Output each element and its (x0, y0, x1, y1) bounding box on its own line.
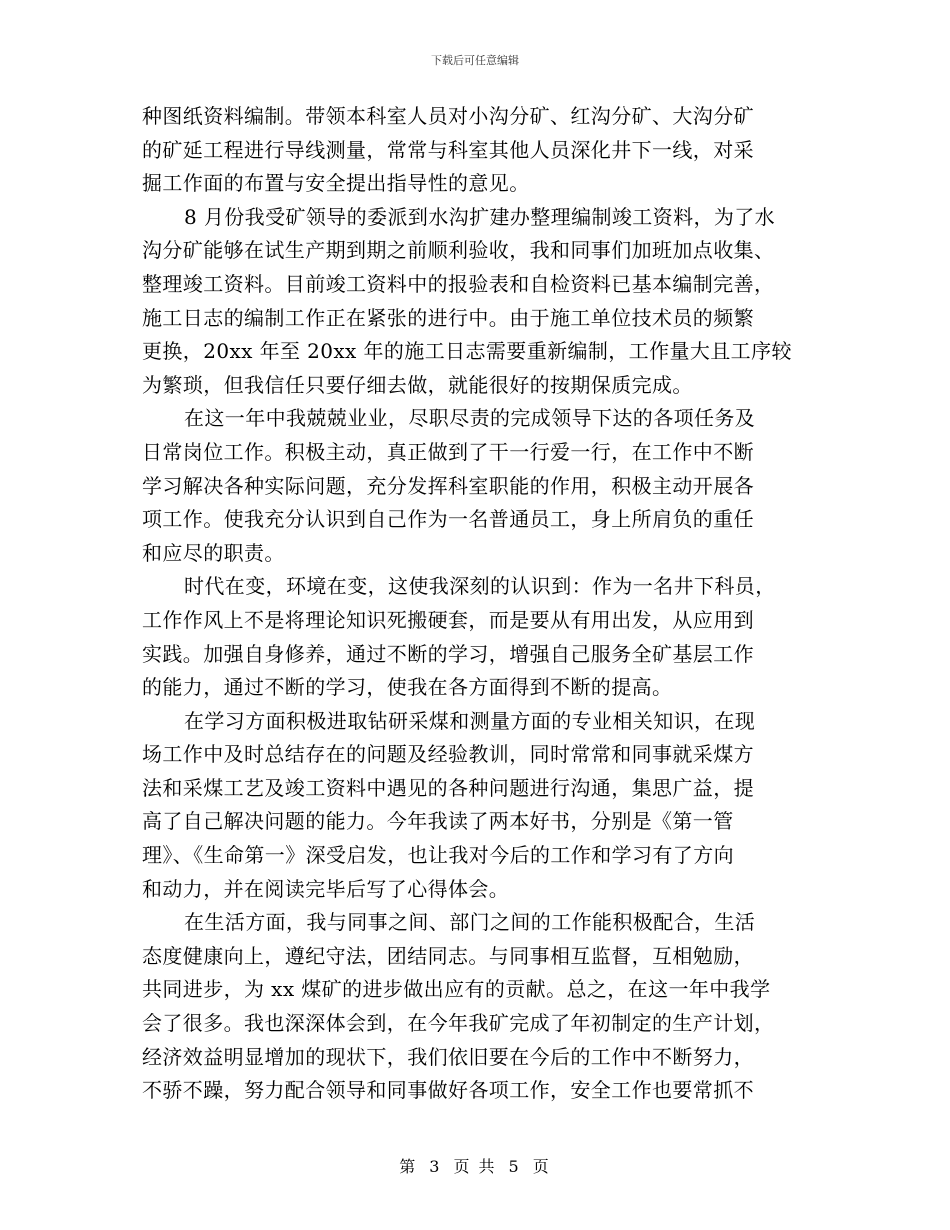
text-line: 经济效益明显增加的现状下，我们依旧要在今后的工作中不断努力， (142, 1044, 754, 1069)
text-line: 共同进步，为 xx 煤矿的进步做出应有的贡献。总之，在这一年中我学 (142, 977, 771, 1002)
text-line: 8 月份我受矿领导的委派到水沟扩建办整理编制竣工资料，为了水 (184, 204, 776, 229)
text-line: 项工作。使我充分认识到自己作为一名普通员工，身上所肩负的重任 (142, 507, 754, 532)
text-line: 理》、《生命第一》深受启发，也让我对今后的工作和学习有了方向 (142, 843, 734, 868)
text-line: 态度健康向上，遵纪守法，团结同志。与同事相互监督，互相勉励， (142, 943, 754, 968)
text-line: 场工作中及时总结存在的问题及经验教训，同时常常和同事就采煤方 (142, 742, 754, 767)
text-line: 更换，20xx 年至 20xx 年的施工日志需要重新编制，工作量大且工序较 (142, 339, 792, 364)
text-line: 的矿延工程进行导线测量，常常与科室其他人员深化井下一线，对采 (142, 137, 754, 162)
text-line: 沟分矿能够在试生产期到期之前顺利验收，我和同事们加班加点收集、 (142, 238, 775, 263)
text-line: 法和采煤工艺及竣工资料中遇见的各种问题进行沟通，集思广益，提 (142, 775, 754, 800)
text-line: 工作作风上不是将理论知识死搬硬套，而是要从有用出发，从应用到 (142, 607, 754, 632)
text-line: 不骄不躁，努力配合领导和同事做好各项工作，安全工作也要常抓不 (142, 1078, 754, 1103)
footer-suffix: 页 (532, 1157, 551, 1176)
page-header: 下载后可任意编辑 (431, 54, 519, 67)
text-line: 的能力，通过不断的学习，使我在各方面得到不断的提高。 (142, 675, 673, 700)
text-line: 和动力，并在阅读完毕后写了心得体会。 (142, 876, 510, 901)
footer-page-number: 3 (429, 1157, 442, 1176)
text-line: 施工日志的编制工作正在紧张的进行中。由于施工单位技术员的频繁 (142, 305, 754, 330)
text-line: 实践。加强自身修养，通过不断的学习，增强自己服务全矿基层工作 (142, 641, 754, 666)
text-line: 和应尽的职责。 (142, 540, 285, 565)
text-line: 种图纸资料编制。带领本科室人员对小沟分矿、红沟分矿、大沟分矿 (142, 104, 754, 128)
footer-prefix: 第 (399, 1157, 418, 1176)
text-line: 为繁琐，但我信任只要仔细去做，就能很好的按期保质完成。 (142, 372, 693, 397)
text-line: 整理竣工资料。目前竣工资料中的报验表和自检资料已基本编制完善， (142, 271, 775, 296)
page-footer (0, 1154, 950, 1177)
text-line: 日常岗位工作。积极主动，真正做到了干一行爱一行，在工作中不断 (142, 439, 754, 464)
text-line: 掘工作面的布置与安全提出指导性的意见。 (142, 171, 530, 196)
document-body (142, 100, 810, 1108)
text-line: 会了很多。我也深深体会到，在今年我矿完成了年初制定的生产计划， (142, 1011, 775, 1036)
footer-total-pages: 5 (508, 1157, 521, 1176)
text-line: 学习解决各种实际问题，充分发挥科室职能的作用，积极主动开展各 (142, 473, 754, 498)
text-line: 高了自己解决问题的能力。今年我读了两本好书，分别是《第一管 (142, 809, 734, 834)
footer-middle: 页 共 (453, 1157, 497, 1176)
text-line: 在生活方面，我与同事之间、部门之间的工作能积极配合，生活 (184, 910, 756, 935)
text-line: 在学习方面积极进取钻研采煤和测量方面的专业相关知识，在现 (184, 708, 756, 733)
text-line: 在这一年中我兢兢业业，尽职尽责的完成领导下达的各项任务及 (184, 406, 756, 431)
text-line: 时代在变，环境在变，这使我深刻的认识到：作为一名井下科员， (184, 574, 776, 599)
